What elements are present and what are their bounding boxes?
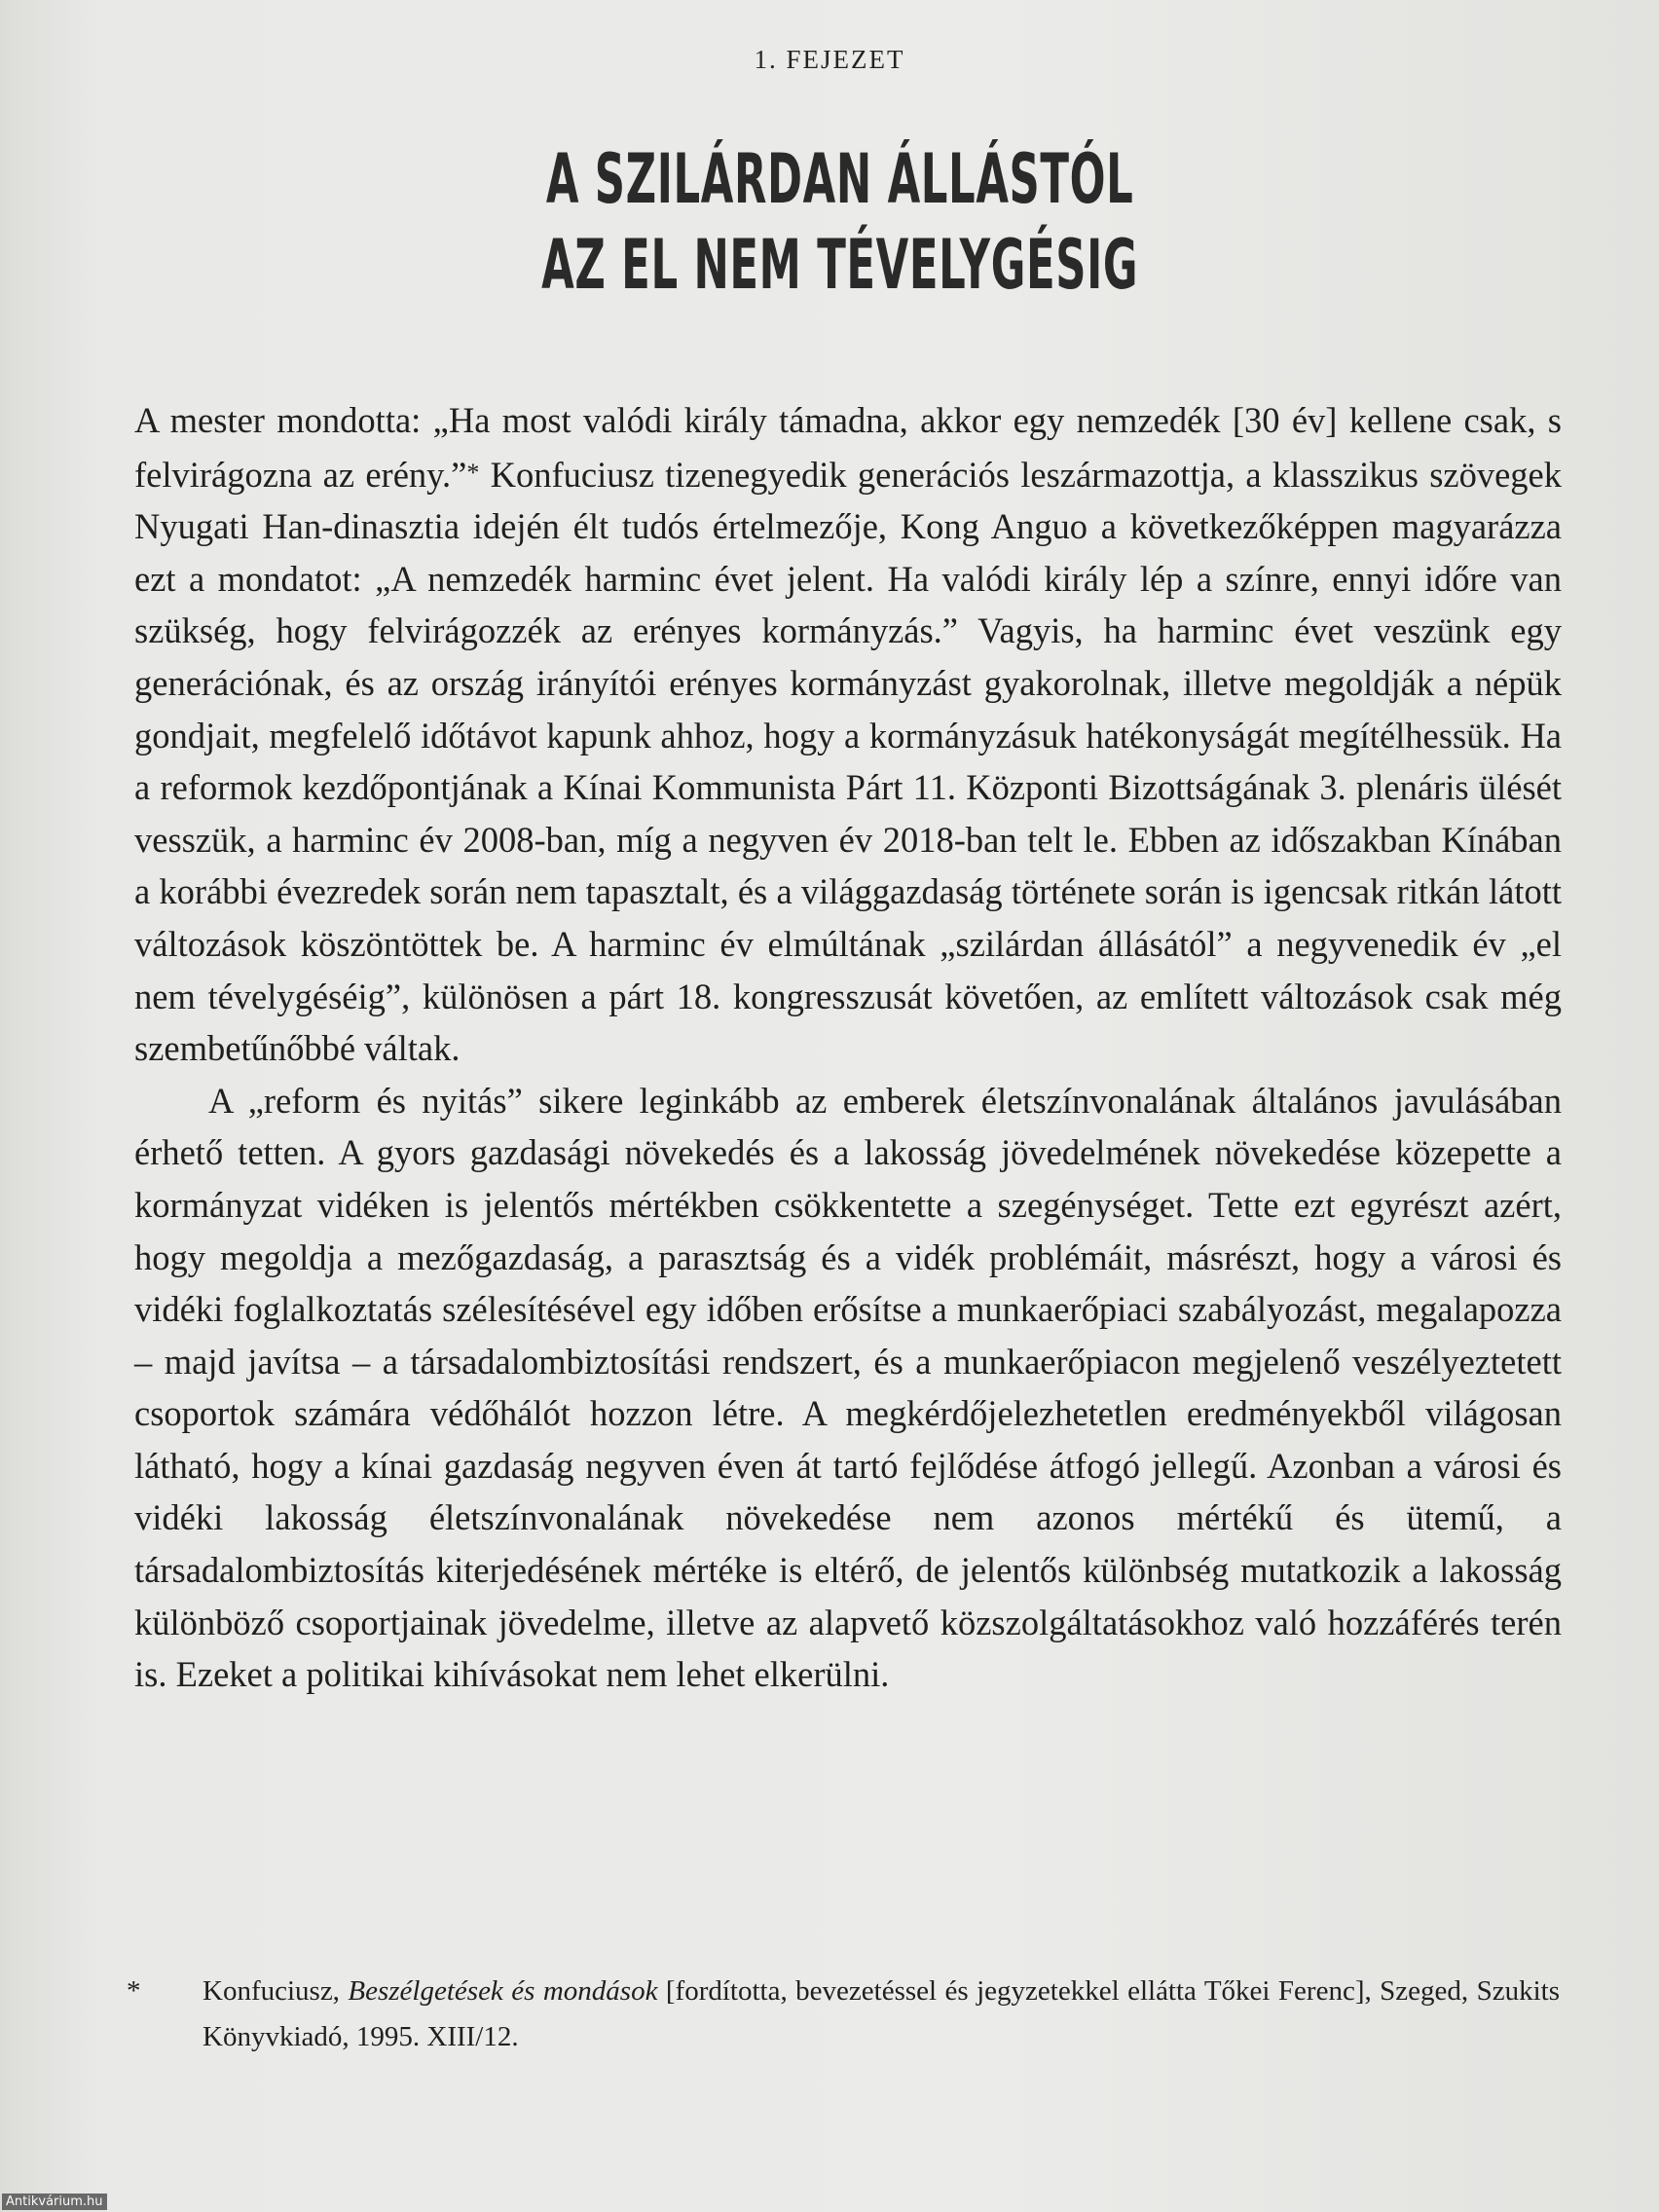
footnote-details: [fordította, bevezetéssel és jegyzetekkel ellátta Tőkei Ferenc], Szeged, Szukits Könyvkiadó, 1995. XIII/12. <box>203 1975 1561 2052</box>
footnote <box>127 1969 1560 2060</box>
paragraph-1-text: Konfuciusz tizenegyedik generációs leszármazottja, a klasszikus szövegek Nyugati Han-dinasztia idején élt tudós értelmezője, Kong Anguo a következőképpen magyarázza ezt a mondatot: „A nemzedék harminc évet jelent. Ha valódi király lép a színre, ennyi időre van szükség, hogy felvirágozzék az erényes kormányzás.” Vagyis, ha harminc évet veszünk egy generációnak, és az ország irányítói erényes kormányzást gyakorolnak, illetve megoldják a népük gondjait, megfelelő időtávot kapunk ahhoz, hogy a kormányzásuk hatékonyságát megítélhessük. Ha a reformok kezdőpontjának a Kínai Kommunista Párt 11. Központi Bizottságának 3. plenáris ülését vesszük, a harminc év 2008-ban, míg a negyven év 2018-ban telt le. Ebben az időszakban Kínában a korábbi évezredek során nem tapasztalt, és a világgazdaság története során is igencsak ritkán látott változások köszöntöttek be. A harminc év elmúltának „szilárdan állásától” a negyvenedik év „el nem tévelygéséig”, különösen a párt 18. kongresszusát követően, az említett változások csak még szembetűnőbbé váltak. <box>134 454 1562 1069</box>
footnote-author: Konfuciusz, <box>203 1975 349 2007</box>
chapter-label: 1. FEJEZET <box>754 45 905 74</box>
chapter-title-line-2: AZ EL NEM TÉVELYGÉSIG <box>541 225 1139 305</box>
paragraph-1 <box>134 394 1562 1075</box>
chapter-title-line-1: A SZILÁRDAN ÁLLÁSTÓL <box>545 139 1134 219</box>
footnote-mark: * <box>127 1975 141 2007</box>
paragraph-1-quote: A mester mondotta: „Ha most valódi király támadna, akkor egy nemzedék [30 év] kellene csak, s felvirágozna az erény.” <box>134 400 1562 495</box>
footnote-reference: * <box>466 458 480 487</box>
body-text <box>134 394 1562 1701</box>
footnote-text <box>203 1969 1560 2060</box>
paragraph-2: A „reform és nyitás” sikere leginkább az emberek életszínvonalának általános javulásában érhető tetten. A gyors gazdasági növekedés és a lakosság jövedelmének növekedése közepette a kormányzat vidéken is jelentős mértékben csökkentette a szegénységet. Tette ezt egyrészt azért, hogy megoldja a mezőgazdaság, a parasztság és a vidék problémáit, másrészt, hogy a városi és vidéki foglalkoztatás szélesítésével egy időben erősítse a munkaerőpiaci szabályozást, megalapozza – majd javítsa – a társadalombiztosítási rendszert, és a munkaerőpiacon megjelenő veszélyeztetett csoportok számára védőhálót hozzon létre. A megkérdőjelezhetetlen eredményekből világosan látható, hogy a kínai gazdaság negyven éven át tartó fejlődése átfogó jellegű. Azonban a városi és vidéki lakosság életszínvonalának növekedése nem azonos mértékű és ütemű, a társadalombiztosítás kiterjedésének mértéke is eltérő, de jelentős különbség mutatkozik a lakosság különböző csoportjainak jövedelme, illetve az alapvető közszolgáltatásokhoz való hozzáférés terén is. Ezeket a politikai kihívásokat nem lehet elkerülni. <box>134 1080 1562 1695</box>
chapter-title <box>325 136 1353 308</box>
footnote-work-title: Beszélgetések és mondások <box>348 1975 658 2007</box>
site-watermark: Antikvárium.hu <box>2 2194 107 2210</box>
